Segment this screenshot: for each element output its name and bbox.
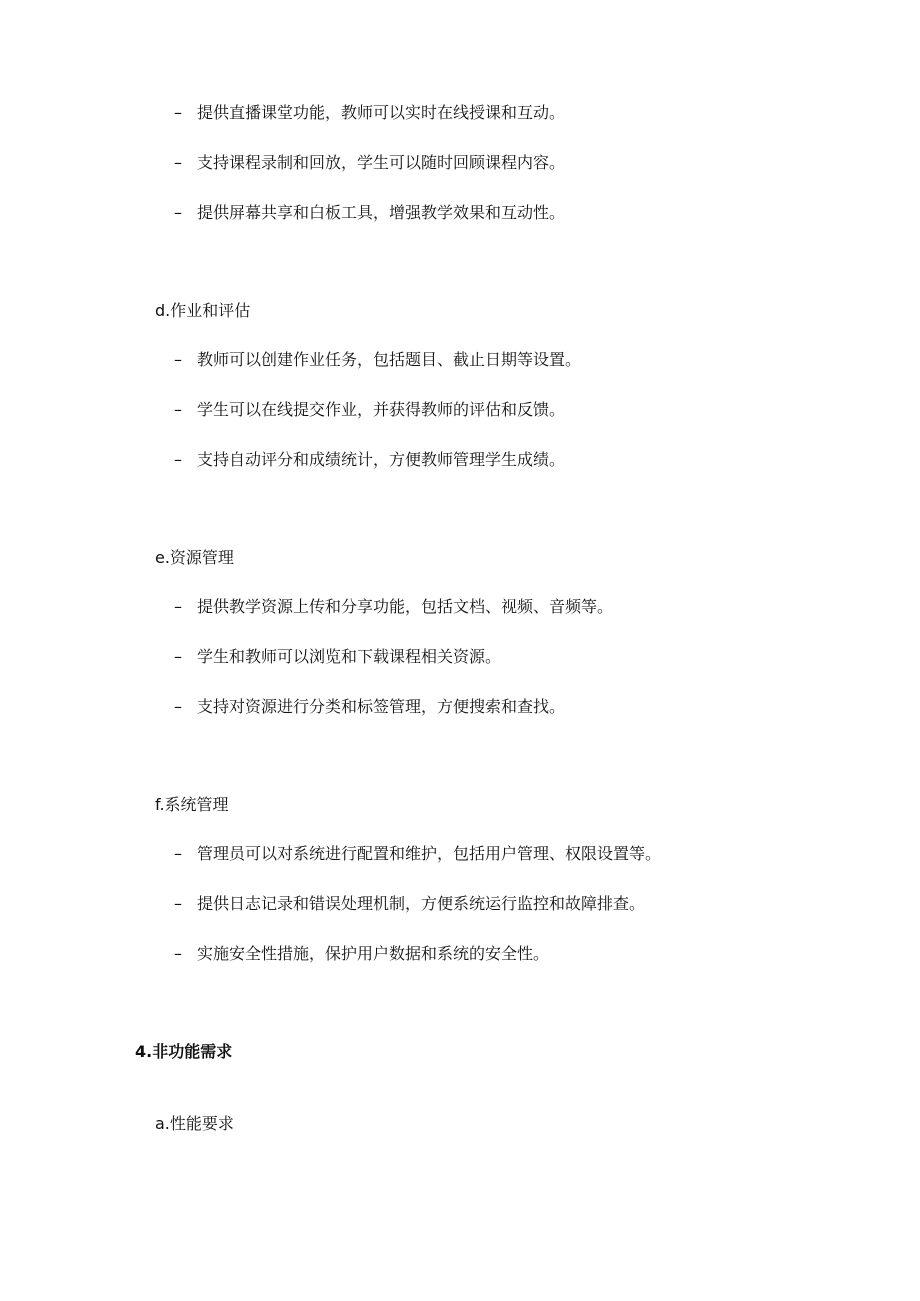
bullet-marker: –: [174, 203, 182, 222]
bullet-marker: –: [174, 103, 182, 122]
list-item: 学生和教师可以浏览和下载课程相关资源。: [197, 647, 502, 666]
list-item: 学生可以在线提交作业，并获得教师的评估和反馈。: [197, 400, 566, 419]
bullet-marker: –: [174, 844, 182, 863]
list-item: 支持自动评分和成绩统计，方便教师管理学生成绩。: [197, 450, 566, 469]
section-e-title: e.资源管理: [155, 548, 234, 567]
list-item: 支持课程录制和回放，学生可以随时回顾课程内容。: [197, 153, 566, 172]
bullet-marker: –: [174, 697, 182, 716]
bullet-marker: –: [174, 597, 182, 616]
list-item: 提供直播课堂功能，教师可以实时在线授课和互动。: [197, 103, 566, 122]
bullet-marker: –: [174, 153, 182, 172]
list-item: 管理员可以对系统进行配置和维护，包括用户管理、权限设置等。: [197, 844, 662, 863]
list-item: 教师可以创建作业任务，包括题目、截止日期等设置。: [197, 350, 582, 369]
list-item: 提供日志记录和错误处理机制，方便系统运行监控和故障排查。: [197, 894, 646, 913]
bullet-marker: –: [174, 450, 182, 469]
section-4-heading: 4.非功能需求: [135, 1042, 233, 1061]
bullet-marker: –: [174, 944, 182, 963]
bullet-marker: –: [174, 894, 182, 913]
bullet-marker: –: [174, 647, 182, 666]
section-4a-title: a.性能要求: [155, 1114, 234, 1133]
list-item: 提供屏幕共享和白板工具，增强教学效果和互动性。: [197, 203, 566, 222]
bullet-marker: –: [174, 400, 182, 419]
list-item: 提供教学资源上传和分享功能，包括文档、视频、音频等。: [197, 597, 614, 616]
list-item: 实施安全性措施，保护用户数据和系统的安全性。: [197, 944, 550, 963]
bullet-marker: –: [174, 350, 182, 369]
section-f-title: f.系统管理: [155, 795, 229, 814]
section-d-title: d.作业和评估: [155, 301, 251, 320]
list-item: 支持对资源进行分类和标签管理，方便搜索和查找。: [197, 697, 566, 716]
